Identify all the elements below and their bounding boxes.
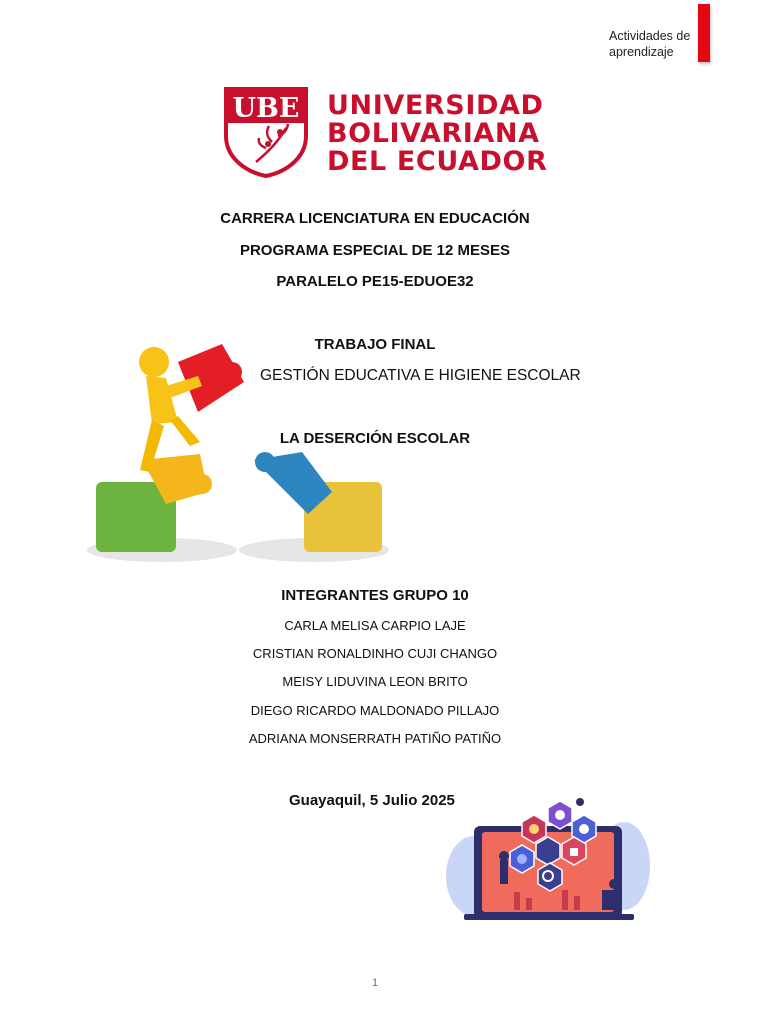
header-note [609, 28, 699, 60]
logo-line1: UNIVERSIDAD [327, 90, 544, 121]
career-title: CARRERA LICENCIATURA EN EDUCACIÓN [220, 210, 530, 227]
team-member: ADRIANA MONSERRATH PATIÑO PATIÑO [248, 731, 502, 746]
logo-badge-text: UBE [232, 93, 300, 124]
team-member: MEISY LIDUVINA LEON BRITO [282, 674, 468, 689]
subject-title: GESTIÓN EDUCATIVA E HIGIENE ESCOLAR [260, 367, 581, 384]
logo-line3: DEL ECUADOR [327, 146, 548, 177]
header-note-line1: Actividades de [609, 29, 691, 43]
section-title: PARALELO PE15-EDUOE32 [276, 273, 474, 290]
header-note-line2: aprendizaje [609, 45, 674, 59]
shield-icon [222, 86, 312, 178]
topic-title: LA DESERCIÓN ESCOLAR [279, 430, 471, 447]
technology-laptop-illustration [444, 796, 652, 924]
page-number: 1 [371, 977, 379, 989]
program-title: PROGRAMA ESPECIAL DE 12 MESES [239, 242, 511, 259]
team-member: CARLA MELISA CARPIO LAJE [284, 618, 466, 633]
work-type: TRABAJO FINAL [314, 336, 436, 353]
header-accent-bar [698, 4, 710, 62]
team-heading: INTEGRANTES GRUPO 10 [281, 587, 469, 604]
logo-wordmark [327, 92, 547, 176]
team-member: DIEGO RICARDO MALDONADO PILLAJO [250, 703, 500, 718]
place-date: Guayaquil, 5 Julio 2025 [289, 792, 455, 809]
logo-line2: BOLIVARIANA [327, 118, 540, 149]
team-member: CRISTIAN RONALDINHO CUJI CHANGO [252, 646, 498, 661]
